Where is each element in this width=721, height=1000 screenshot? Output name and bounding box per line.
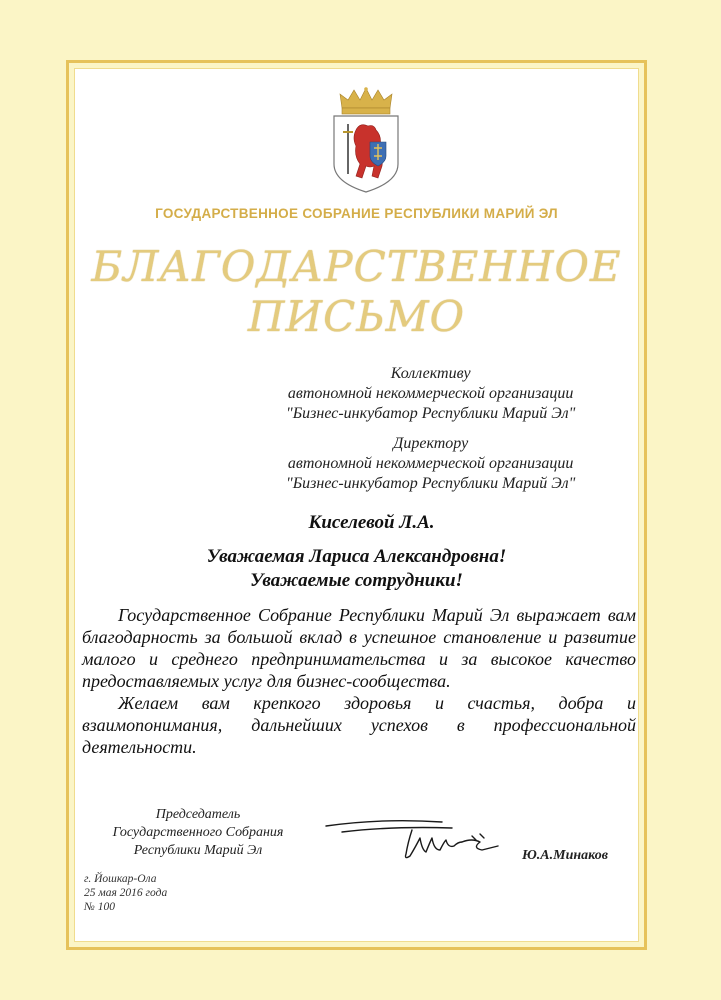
letter-body [82,604,636,758]
addressee-director [286,434,575,494]
handwritten-signature [322,812,512,866]
body-paragraph: Желаем вам крепкого здоровья и счастья, добра и взаимопонимания, дальнейших успехов в профессиональной деятельности. [82,693,636,757]
document-title-line2: ПИСЬМО [247,292,466,341]
document-number: № 100 [84,901,115,913]
addressee-role: Директору [393,435,469,452]
addressee-line: автономной некоммерческой организации [287,455,574,472]
city: г. Йошкар-Ола [84,873,157,885]
document-title-line1: БЛАГОДАРСТВЕННОЕ [91,242,622,291]
addressee-role: Коллективу [390,365,471,382]
body-paragraph: Государственное Собрание Республики Марий Эл выражает вам благодарность за большой вклад в успешное становление и развитие малого и среднего предпринимательства и за высокое качество предоставляемых услуг для бизнес-сообщества. [82,605,636,691]
coat-of-arms-icon [326,86,406,196]
signatory-position [78,806,318,860]
greeting-line2: Уважаемые сотрудники! [250,570,463,591]
greeting-line1: Уважаемая Лариса Александровна! [206,546,507,567]
addressee-line: "Бизнес-инкубатор Республики Марий Эл" [286,405,576,422]
signatory-name: Ю.А.Минаков [522,848,608,863]
organization-header: ГОСУДАРСТВЕННОЕ СОБРАНИЕ РЕСПУБЛИКИ МАРИЙ ЭЛ [155,206,558,221]
recipient-name: Киселевой Л.А. [308,512,435,533]
addressee-line: автономной некоммерческой организации [287,385,574,402]
position-line: Государственного Собрания [112,825,284,840]
position-line: Председатель [155,807,241,822]
place-date-number [84,872,167,914]
addressee-collective [286,364,575,424]
date: 25 мая 2016 года [84,887,168,899]
addressee-line: "Бизнес-инкубатор Республики Марий Эл" [286,475,576,492]
position-line: Республики Марий Эл [133,843,263,858]
